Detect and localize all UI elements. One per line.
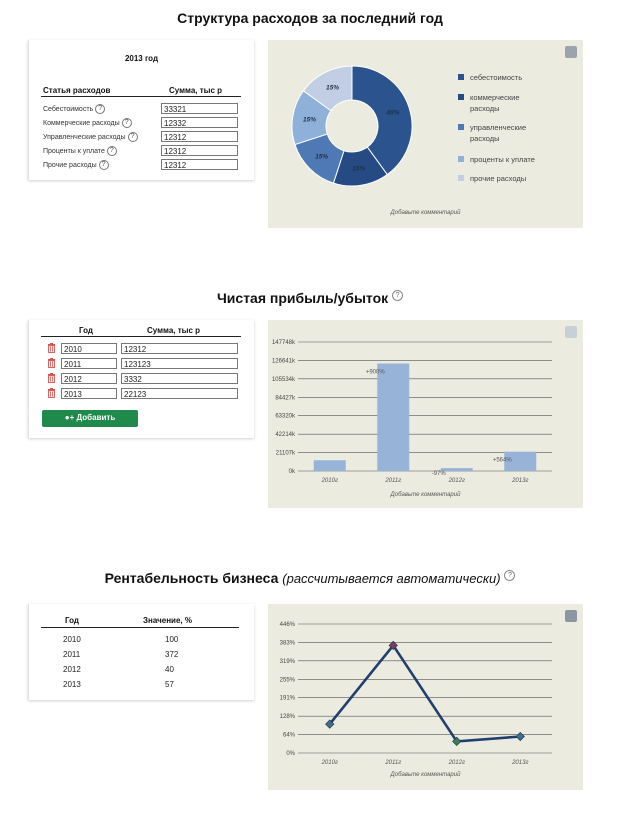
- expense-label-commercial: Коммерческие расходы ?: [43, 118, 132, 128]
- x-tick-label: 2010г: [321, 760, 338, 766]
- trash-icon[interactable]: [47, 343, 56, 353]
- bar-annotation: +564%: [492, 457, 512, 464]
- profit-year-input[interactable]: 2012: [61, 373, 117, 384]
- help-icon[interactable]: ?: [95, 104, 105, 114]
- x-tick-label: 2013г: [512, 478, 529, 484]
- y-tick-label: 105534k: [271, 376, 295, 383]
- expense-input-commercial[interactable]: 12332: [161, 117, 238, 128]
- trash-icon[interactable]: [47, 388, 56, 398]
- y-tick-label: 446%: [279, 622, 295, 628]
- add-row-button[interactable]: ●+ Добавить: [42, 410, 138, 427]
- trash-icon[interactable]: [47, 358, 56, 368]
- x-tick-label: 2010г: [321, 478, 338, 484]
- profit-value-input[interactable]: 3332: [121, 373, 238, 384]
- x-tick-label: 2011г: [385, 760, 402, 766]
- expense-input-interest[interactable]: 12312: [161, 145, 238, 156]
- help-icon[interactable]: ?: [504, 570, 515, 581]
- y-tick-label: 63320k: [275, 413, 295, 420]
- profitability-table-card: [28, 604, 254, 700]
- help-icon[interactable]: ?: [128, 132, 138, 142]
- y-tick-label: 84427k: [275, 395, 295, 402]
- profit-year-input[interactable]: 2010: [61, 343, 117, 354]
- y-tick-label: 42214k: [275, 432, 295, 439]
- col-value-header: Значение, %: [143, 616, 192, 625]
- profitability-value: 100: [165, 635, 179, 644]
- line-svg: [268, 604, 583, 790]
- col-year-header: Год: [65, 616, 79, 625]
- data-point: [516, 732, 524, 740]
- expense-input-admin[interactable]: 12312: [161, 131, 238, 142]
- bar-svg: [268, 320, 583, 508]
- chart-comment[interactable]: Добавьте комментарий: [390, 492, 461, 498]
- y-tick-label: 0%: [286, 751, 295, 757]
- x-tick-label: 2013г: [512, 760, 529, 766]
- y-tick-label: 128%: [279, 714, 295, 721]
- expenses-donut-chart: 40% 15% 15% 15% 15% себестоимость коммерческие расходы управленческие расходы проценты к уплате прочие расходы Добавьте комментарий: [268, 40, 583, 228]
- year-header: 2013 год: [124, 54, 159, 63]
- y-tick-label: 0k: [288, 469, 295, 475]
- chart-comment[interactable]: Добавьте комментарий: [390, 210, 461, 216]
- expense-label-admin: Управленческие расходы ?: [43, 132, 138, 142]
- series-line: [330, 645, 521, 741]
- profitability-year: 2013: [63, 680, 81, 689]
- y-tick-label: 126641k: [271, 358, 295, 365]
- profitability-value: 372: [165, 650, 179, 659]
- col-sum-header: Сумма, тыс р: [169, 86, 223, 95]
- profit-bar-chart: [268, 320, 583, 508]
- y-tick-label: 21107k: [275, 450, 295, 457]
- profitability-year: 2010: [63, 635, 81, 644]
- expenses-input-card: [28, 40, 254, 180]
- add-icon: ●+: [64, 413, 75, 422]
- y-tick-label: 383%: [279, 640, 295, 647]
- trash-icon[interactable]: [47, 373, 56, 383]
- profit-value-input[interactable]: 123123: [121, 358, 238, 369]
- y-tick-label: 191%: [279, 695, 295, 702]
- expense-label-other: Прочие расходы ?: [43, 160, 109, 170]
- bar-annotation: -97%: [431, 471, 446, 477]
- profit-input-card: [28, 320, 254, 438]
- y-tick-label: 64%: [282, 732, 295, 739]
- header-divider: [41, 627, 239, 628]
- expense-input-other[interactable]: 12312: [161, 159, 238, 170]
- help-icon[interactable]: ?: [122, 118, 132, 128]
- slice-label: 15%: [325, 84, 339, 92]
- x-tick-label: 2012г: [448, 760, 465, 766]
- slice-label: 40%: [386, 109, 400, 117]
- chart-comment[interactable]: Добавьте комментарий: [390, 772, 461, 778]
- bar-annotation: +900%: [365, 369, 385, 376]
- profitability-value: 57: [165, 680, 174, 689]
- y-tick-label: 147748k: [271, 340, 295, 346]
- slice-label: 15%: [303, 116, 317, 124]
- header-divider: [41, 336, 241, 337]
- bar: [314, 460, 346, 471]
- expense-input-cost[interactable]: 33321: [161, 103, 238, 114]
- help-icon[interactable]: ?: [99, 160, 109, 170]
- profit-value-input[interactable]: 12312: [121, 343, 238, 354]
- expense-label-interest: Проценты к уплате ?: [43, 146, 117, 156]
- bar: [377, 364, 409, 471]
- x-tick-label: 2011г: [385, 478, 402, 484]
- profitability-year: 2011: [63, 650, 81, 659]
- profit-year-input[interactable]: 2011: [61, 358, 117, 369]
- help-icon[interactable]: ?: [392, 290, 403, 301]
- slice-label: 15%: [315, 153, 329, 161]
- section-title-expenses: Структура расходов за последний год: [177, 10, 443, 26]
- profit-year-input[interactable]: 2013: [61, 388, 117, 399]
- profitability-line-chart: [268, 604, 583, 790]
- col-sum-header: Сумма, тыс р: [147, 326, 201, 335]
- col-item-header: Статья расходов: [43, 86, 111, 95]
- profit-value-input[interactable]: 22123: [121, 388, 238, 399]
- slice-label: 15%: [352, 165, 366, 173]
- y-tick-label: 319%: [279, 658, 295, 665]
- x-tick-label: 2012г: [448, 478, 465, 484]
- section-title-profit: Чистая прибыль/убыток ?: [0, 290, 620, 306]
- section-title-profitability: Рентабельность бизнеса (рассчитывается автоматически) ?: [0, 570, 620, 586]
- y-tick-label: 255%: [279, 677, 295, 684]
- profitability-value: 40: [165, 665, 174, 674]
- expense-label-cost: Себестоимость ?: [43, 104, 105, 114]
- help-icon[interactable]: ?: [107, 146, 117, 156]
- header-divider: [41, 96, 241, 97]
- profitability-year: 2012: [63, 665, 81, 674]
- col-year-header: Год: [79, 326, 93, 335]
